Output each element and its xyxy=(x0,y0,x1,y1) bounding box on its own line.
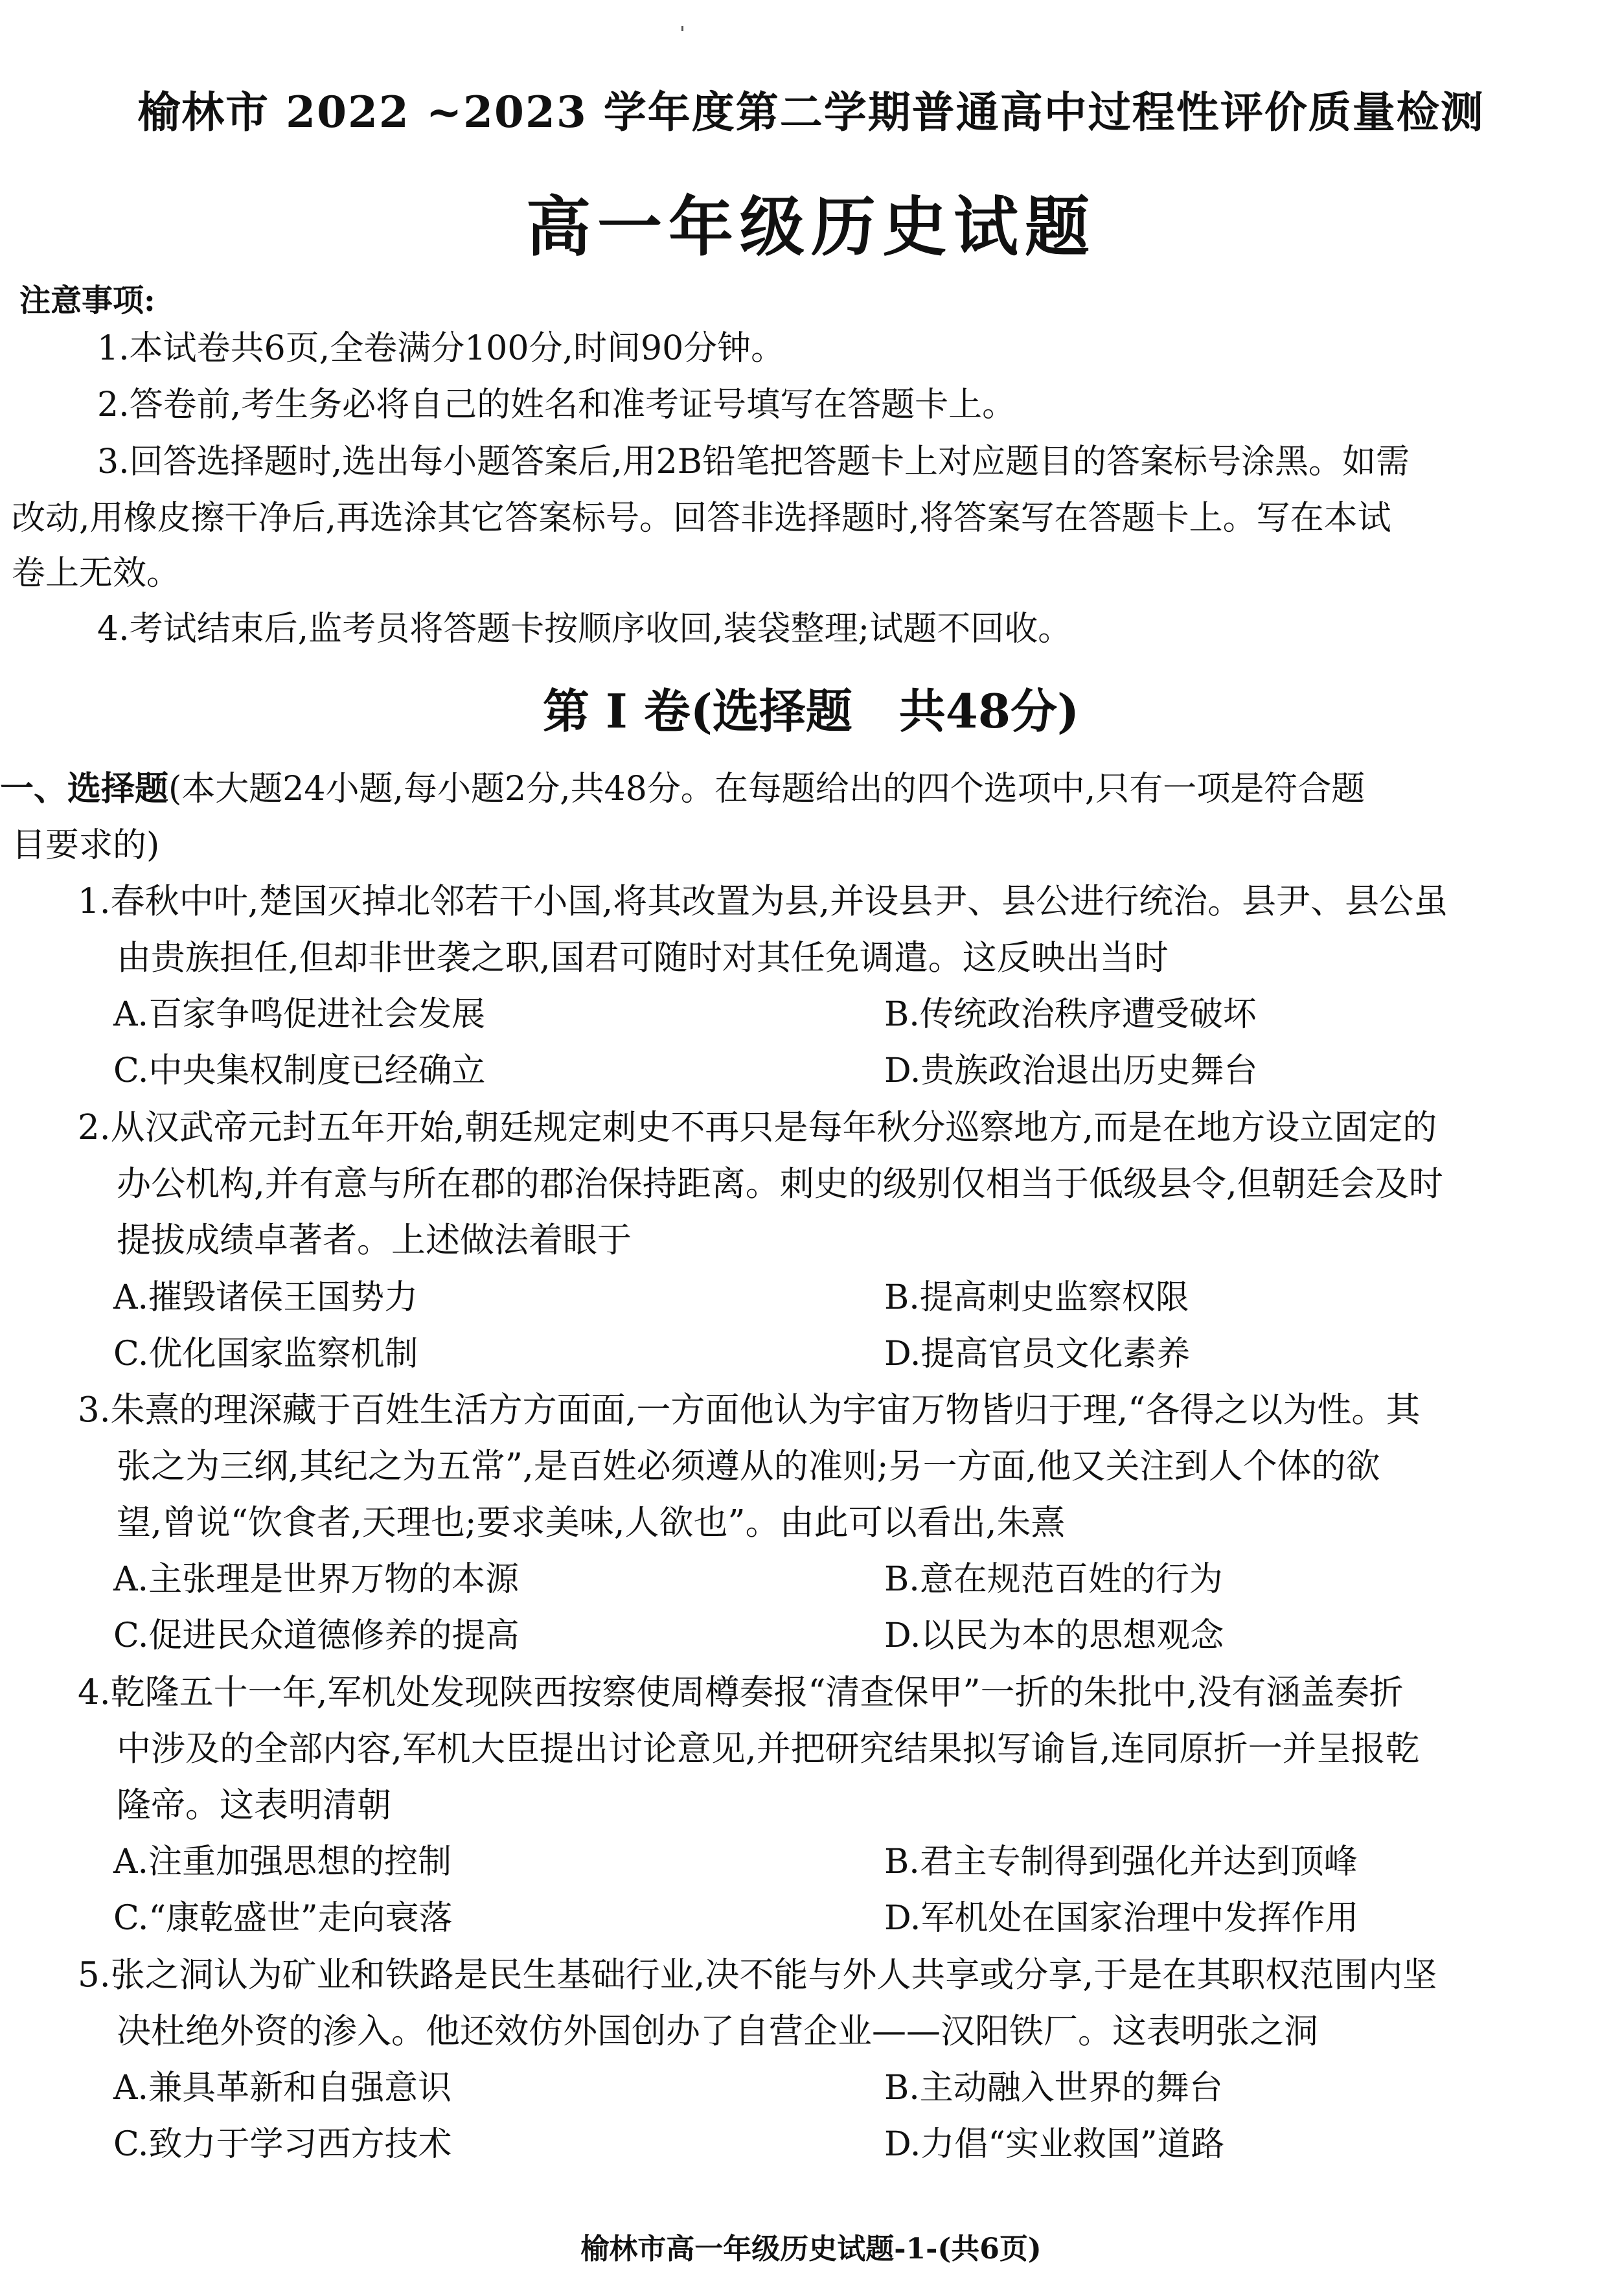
option-b: B.提高刺史监察权限 xyxy=(884,1278,1189,1317)
question-text-line: 5.张之洞认为矿业和铁路是民生基础行业,决不能与外人共享或分享,于是在其职权范围内坚 xyxy=(78,1955,1437,1995)
option-d: D.力倡“实业救国”道路 xyxy=(884,2125,1225,2164)
instructions-cont: 目要求的) xyxy=(12,826,160,865)
option-c: C.致力于学习西方技术 xyxy=(113,2125,452,2164)
option-c: C.促进民众道德修养的提高 xyxy=(113,1616,520,1655)
option-b: B.主动融入世界的舞台 xyxy=(884,2069,1223,2107)
notice-item-2: 2.答卷前,考生务必将自己的姓名和准考证号填写在答题卡上。 xyxy=(97,385,1016,424)
question-text-line: 由贵族担任,但却非世袭之职,国君可随时对其任免调遣。这反映出当时 xyxy=(117,938,1169,978)
section-title: 第 Ⅰ 卷(选择题 共48分) xyxy=(542,683,1080,739)
option-a: A.兼具革新和自强意识 xyxy=(113,2069,452,2107)
instructions-label: 一、选择题 xyxy=(0,769,169,809)
page-title: 高一年级历史试题 xyxy=(526,189,1096,265)
question-text-line: 1.春秋中叶,楚国灭掉北邻若干小国,将其改置为县,并设县尹、县公进行统治。县尹、县公虽 xyxy=(78,882,1448,921)
option-a: A.摧毁诸侯王国势力 xyxy=(113,1278,418,1317)
question-text-line: 4.乾隆五十一年,军机处发现陕西按察使周樽奏报“清查保甲”一折的朱批中,没有涵盖奏折 xyxy=(78,1673,1404,1712)
option-c: C.“康乾盛世”走向衰落 xyxy=(113,1899,453,1938)
option-c: C.中央集权制度已经确立 xyxy=(113,1051,486,1090)
question-text-line: 3.朱熹的理深藏于百姓生活方方面面,一方面他认为宇宙万物皆归于理,“各得之以为性。其 xyxy=(78,1390,1421,1430)
option-a: A.主张理是世界万物的本源 xyxy=(113,1560,520,1599)
exam-header: 榆林市 2022 ~2023 学年度第二学期普通高中过程性评价质量检测 xyxy=(137,87,1485,137)
question-text-line: 望,曾说“饮食者,天理也;要求美味,人欲也”。由此可以看出,朱熹 xyxy=(117,1503,1066,1543)
option-b: B.意在规范百姓的行为 xyxy=(884,1560,1223,1599)
question-text-line: 办公机构,并有意与所在郡的郡治保持距离。刺史的级别仅相当于低级县令,但朝廷会及时 xyxy=(117,1164,1443,1204)
notice-item-3-cont: 改动,用橡皮擦干净后,再选涂其它答案标号。回答非选择题时,将答案写在答题卡上。写在本试 xyxy=(12,499,1391,538)
option-c: C.优化国家监察机制 xyxy=(113,1335,418,1373)
option-d: D.军机处在国家治理中发挥作用 xyxy=(884,1899,1359,1938)
notice-heading: 注意事项: xyxy=(19,282,155,319)
page-footer: 榆林市高一年级历史试题-1-(共6页) xyxy=(580,2233,1042,2266)
option-a: A.百家争鸣促进社会发展 xyxy=(113,995,486,1034)
instructions-text: (本大题24小题,每小题2分,共48分。在每题给出的四个选项中,只有一项是符合题 xyxy=(168,770,1365,809)
question-text-line: 2.从汉武帝元封五年开始,朝廷规定刺史不再只是每年秋分巡察地方,而是在地方设立固定的 xyxy=(78,1108,1437,1147)
option-b: B.传统政治秩序遭受破坏 xyxy=(884,995,1257,1034)
question-text-line: 张之为三纲,其纪之为五常”,是百姓必须遵从的准则;另一方面,他又关注到人个体的欲 xyxy=(117,1447,1380,1486)
notice-item-3: 3.回答选择题时,选出每小题答案后,用2B铅笔把答题卡上对应题目的答案标号涂黑。如需 xyxy=(97,442,1410,481)
question-text-line: 决杜绝外资的渗入。他还效仿外国创办了自营企业——汉阳铁厂。这表明张之洞 xyxy=(117,2012,1318,2051)
option-a: A.注重加强思想的控制 xyxy=(113,1843,452,1881)
notice-item-3-cont-2: 卷上无效。 xyxy=(12,554,181,593)
option-b: B.君主专制得到强化并达到顶峰 xyxy=(884,1843,1358,1881)
section-instructions xyxy=(0,761,1365,810)
scan-speck xyxy=(681,26,683,31)
option-d: D.提高官员文化素养 xyxy=(884,1335,1191,1373)
question-text-line: 中涉及的全部内容,军机大臣提出讨论意见,并把研究结果拟写谕旨,连同原折一并呈报乾 xyxy=(117,1729,1420,1769)
option-d: D.贵族政治退出历史舞台 xyxy=(884,1051,1258,1090)
option-d: D.以民为本的思想观念 xyxy=(884,1616,1224,1655)
notice-item-1: 1.本试卷共6页,全卷满分100分,时间90分钟。 xyxy=(97,329,785,368)
notice-item-4: 4.考试结束后,监考员将答题卡按顺序收回,装袋整理;试题不回收。 xyxy=(97,610,1072,649)
question-text-line: 提拔成绩卓著者。上述做法着眼于 xyxy=(117,1221,632,1260)
question-text-line: 隆帝。这表明清朝 xyxy=(117,1785,391,1825)
